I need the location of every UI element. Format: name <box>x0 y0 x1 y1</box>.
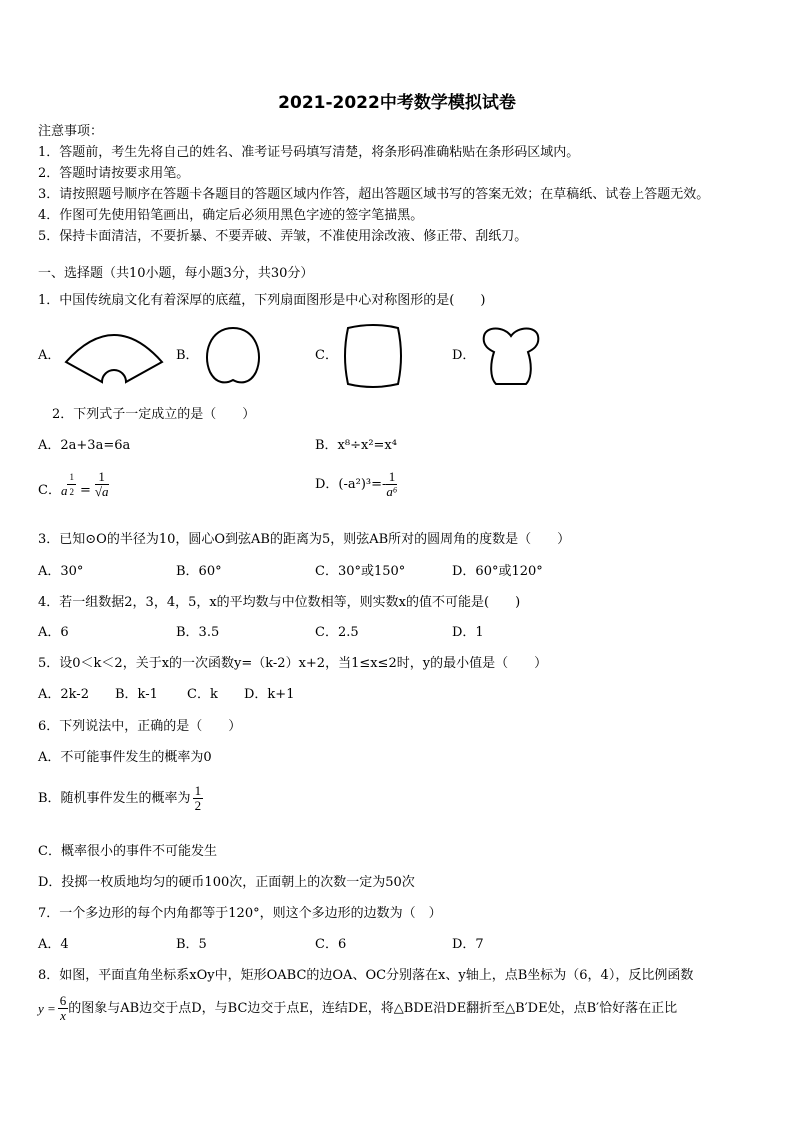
question-8-line-1: 8．如图，平面直角坐标系xOy中，矩形OABC的边OA、OC分别落在x、y轴上，点B坐标为（6，4），反比例函数 <box>38 968 694 983</box>
q3-option-d: D．60°或120° <box>452 564 543 579</box>
q7-option-a: A．4 <box>38 937 69 952</box>
q8-den: x <box>60 1008 66 1023</box>
q2-d-den: a⁶ <box>386 484 398 499</box>
q4-option-b: B．3.5 <box>176 625 220 640</box>
q7-option-d: D．7 <box>452 937 484 952</box>
q3-option-b: B．60° <box>176 564 222 579</box>
notice-item-5: 5．保持卡面清洁，不要折暴、不要弄破、弄皱，不准使用涂改液、修正带、刮纸刀。 <box>38 229 528 244</box>
question-8-line-2 <box>38 994 677 1032</box>
q2-c-exp-num: 1 <box>67 470 76 485</box>
q2-c-exponent <box>67 470 76 499</box>
q5-option-d: D．k+1 <box>244 687 295 702</box>
q2-c-den: √a <box>94 484 109 499</box>
q2-option-b: B．x⁸÷x²=x⁴ <box>315 438 397 453</box>
q4-option-c: C．2.5 <box>315 625 359 640</box>
question-7-stem: 7．一个多边形的每个内角都等于120°，则这个多边形的边数为（ ） <box>38 906 442 921</box>
q2-option-d <box>315 470 397 514</box>
q6-b-den: 2 <box>194 798 202 813</box>
q6-option-a: A．不可能事件发生的概率为0 <box>38 750 212 765</box>
q2-d-label: D．(-a²)³=- <box>315 476 387 492</box>
q1-option-c-label: C． <box>315 348 338 363</box>
q5-option-c: C．k <box>187 687 218 702</box>
question-4-stem: 4．若一组数据2，3，4，5，x的平均数与中位数相等，则实数x的值不可能是( ) <box>38 595 521 610</box>
fan-shape-c-icon <box>338 322 408 390</box>
q6-option-b <box>38 784 203 824</box>
notice-item-3: 3．请按照题号顺序在答题卡各题目的答题区域内作答，超出答题区域书写的答案无效；在草稿纸、试卷上答题无效。 <box>38 187 710 202</box>
q8-num: 6 <box>59 993 67 1008</box>
q2-d-num: 1 <box>386 470 397 485</box>
q2-c-equals: = <box>79 482 91 498</box>
q2-d-fraction <box>386 470 397 499</box>
question-6-stem: 6．下列说法中，正确的是（ ） <box>38 719 242 734</box>
q2-option-a: A．2a+3a=6a <box>38 438 131 453</box>
q2-c-label: C． <box>38 482 61 498</box>
q2-c-num: 1 <box>95 470 109 485</box>
q2-c-exp-den: 2 <box>69 487 74 497</box>
q4-option-d: D．1 <box>452 625 484 640</box>
notice-item-4: 4．作图可先使用铅笔画出，确定后必须用黑色字迹的签字笔描黑。 <box>38 208 424 223</box>
q5-option-b: B．k-1 <box>115 687 158 702</box>
q6-b-text: B．随机事件发生的概率为 <box>38 790 191 806</box>
question-2-stem: 2．下列式子一定成立的是（ ） <box>52 407 256 422</box>
q5-option-a: A．2k-2 <box>38 687 89 702</box>
section-heading: 一、选择题（共10小题，每小题3分，共30分） <box>38 266 314 281</box>
q6-b-fraction <box>193 784 204 813</box>
q3-option-a: A．30° <box>38 564 84 579</box>
q7-option-c: C．6 <box>315 937 347 952</box>
q2-c-fraction <box>95 470 109 499</box>
q2-option-c <box>38 470 109 514</box>
q8-line-2-text: 的图象与AB边交于点D，与BC边交于点E，连结DE，将△BDE沿DE翻折至△B′DE处，点B′恰好落在正比 <box>68 1000 678 1016</box>
fan-shape-d-icon <box>476 322 546 388</box>
q4-option-a: A．6 <box>38 625 69 640</box>
question-5-stem: 5．设0＜k＜2，关于x的一次函数y=（k-2）x+2，当1≤x≤2时，y的最小值是（ ） <box>38 656 548 671</box>
q7-option-b: B．5 <box>176 937 207 952</box>
q1-option-a-label: A． <box>38 348 61 363</box>
notice-heading: 注意事项： <box>38 124 104 139</box>
q6-option-c: C．概率很小的事件不可能发生 <box>38 844 217 859</box>
q1-option-b-label: B． <box>176 348 199 363</box>
question-1-stem: 1．中国传统扇文化有着深厚的底蕴，下列扇面图形是中心对称图形的是( ) <box>38 293 486 308</box>
q6-b-num: 1 <box>194 783 202 798</box>
fan-shape-a-icon <box>60 328 168 386</box>
question-3-stem: 3．已知⊙O的半径为10，圆心O到弦AB的距离为5，则弦AB所对的圆周角的度数是（ ） <box>38 532 571 547</box>
q1-option-d-label: D． <box>452 348 476 363</box>
q2-c-base: a <box>60 482 68 498</box>
q8-func-prefix: y = <box>38 1000 56 1016</box>
notice-item-2: 2．答题时请按要求用笔。 <box>38 166 190 181</box>
fan-shape-b-icon <box>200 324 266 390</box>
page-title: 2021-2022中考数学模拟试卷 <box>278 93 516 113</box>
notice-item-1: 1．答题前，考生先将自己的姓名、准考证号码填写清楚，将条形码准确粘贴在条形码区域内。 <box>38 145 580 160</box>
q3-option-c: C．30°或150° <box>315 564 406 579</box>
q6-option-d: D．投掷一枚质地均匀的硬币100次，正面朝上的次数一定为50次 <box>38 875 415 890</box>
q8-fraction <box>58 994 69 1023</box>
